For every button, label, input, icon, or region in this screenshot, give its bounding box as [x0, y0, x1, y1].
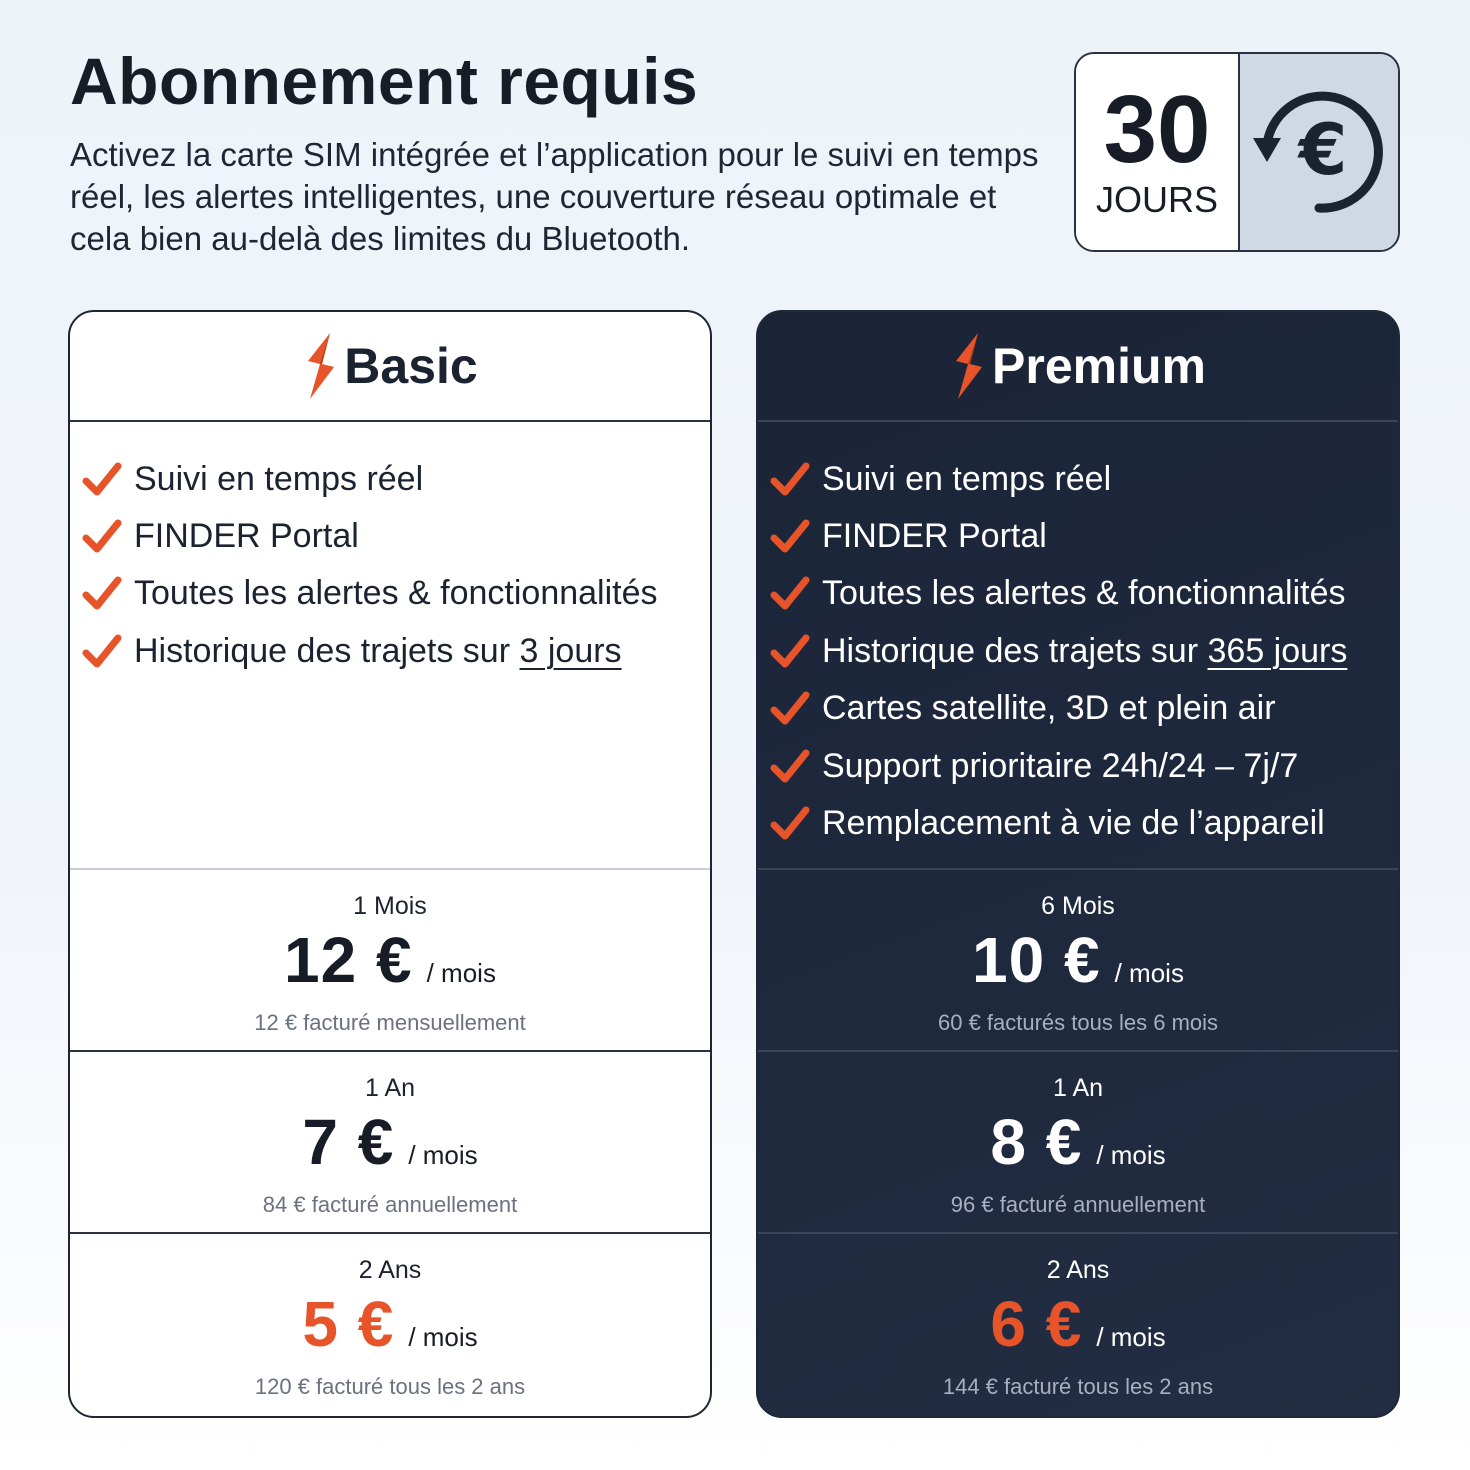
plan-header — [758, 312, 1398, 422]
price-per: / mois — [1096, 1140, 1166, 1170]
check-icon — [770, 688, 810, 728]
feature-text — [134, 631, 622, 671]
feature-text: FINDER Portal — [134, 517, 359, 556]
price-period: 1 An — [1052, 1074, 1104, 1102]
price-billing: 96 € facturé annuellement — [950, 1192, 1206, 1217]
check-icon — [82, 573, 122, 613]
price-option[interactable] — [70, 1052, 710, 1234]
history-duration: 365 jours — [1207, 631, 1348, 670]
price-amount: 6 € — [990, 1288, 1083, 1360]
price-per: / mois — [426, 958, 496, 988]
bolt-logo-icon — [950, 331, 986, 401]
page-subtitle: Activez la carte SIM intégrée et l’application pour le suivi en temps réel, les alertes intelligentes, une couverture réseau optimale et cela bien au-delà des limites du Bluetooth. — [70, 136, 1039, 257]
history-duration: 3 jours — [519, 631, 622, 670]
price-billing: 60 € facturés tous les 6 mois — [937, 1010, 1219, 1035]
badge-icon-area — [1238, 54, 1398, 250]
feature-text-prefix: Historique des trajets sur — [134, 631, 520, 670]
plan-card-basic — [68, 310, 712, 1418]
feature-text: Cartes satellite, 3D et plein air — [822, 689, 1276, 728]
feature-item — [758, 737, 1398, 794]
price-row — [302, 1106, 477, 1180]
price-option[interactable] — [70, 1234, 710, 1416]
price-row — [990, 1106, 1165, 1180]
feature-text: FINDER Portal — [822, 517, 1047, 556]
feature-text: Toutes les alertes & fonctionnalités — [134, 574, 658, 613]
plan-header — [70, 312, 710, 422]
price-period: 1 An — [364, 1074, 416, 1102]
bolt-logo-icon — [302, 331, 338, 401]
badge-unit: JOURS — [1095, 179, 1218, 220]
feature-text: Suivi en temps réel — [134, 459, 424, 498]
feature-item — [70, 450, 710, 507]
feature-item — [758, 794, 1398, 851]
price-amount: 7 € — [302, 1106, 395, 1178]
feature-text — [822, 631, 1347, 671]
feature-text: Suivi en temps réel — [822, 459, 1112, 498]
feature-item — [70, 622, 710, 679]
check-icon — [770, 803, 810, 843]
feature-item — [70, 507, 710, 564]
feature-text: Remplacement à vie de l’appareil — [822, 804, 1325, 843]
feature-text-prefix: Historique des trajets sur — [822, 631, 1208, 670]
price-billing: 144 € facturé tous les 2 ans — [942, 1374, 1214, 1399]
check-icon — [82, 516, 122, 556]
price-billing: 12 € facturé mensuellement — [254, 1010, 526, 1035]
price-amount: 12 € — [284, 924, 413, 996]
svg-text:€: € — [1298, 109, 1348, 191]
price-per: / mois — [408, 1322, 478, 1352]
badge-days — [1076, 54, 1238, 250]
price-amount: 10 € — [972, 924, 1101, 996]
feature-item — [758, 622, 1398, 679]
euro-refund-icon — [1249, 82, 1389, 222]
feature-item — [758, 565, 1398, 622]
badge-number: 30 — [1103, 76, 1211, 183]
price-per: / mois — [1114, 958, 1184, 988]
check-icon — [770, 459, 810, 499]
money-back-badge — [1074, 52, 1400, 252]
plan-name: Basic — [344, 338, 478, 394]
price-option[interactable] — [70, 870, 710, 1052]
price-option[interactable] — [758, 1052, 1398, 1234]
feature-text: Toutes les alertes & fonctionnalités — [822, 574, 1346, 613]
check-icon — [770, 573, 810, 613]
feature-item — [70, 565, 710, 622]
feature-item — [758, 450, 1398, 507]
price-per: / mois — [1096, 1322, 1166, 1352]
price-per: / mois — [408, 1140, 478, 1170]
price-billing: 84 € facturé annuellement — [262, 1192, 518, 1217]
plan-name: Premium — [992, 338, 1206, 394]
price-period: 6 Mois — [1041, 892, 1115, 920]
feature-text: Support prioritaire 24h/24 – 7j/7 — [822, 746, 1299, 785]
feature-list — [758, 422, 1398, 870]
page-title: Abonnement requis — [70, 44, 699, 118]
price-row — [284, 924, 496, 998]
check-icon — [770, 746, 810, 786]
price-row — [990, 1288, 1165, 1362]
check-icon — [82, 459, 122, 499]
feature-list — [70, 422, 710, 870]
feature-item — [758, 680, 1398, 737]
price-option[interactable] — [758, 1234, 1398, 1416]
price-row — [972, 924, 1184, 998]
price-amount: 5 € — [302, 1288, 395, 1360]
feature-item — [758, 507, 1398, 564]
check-icon — [82, 631, 122, 671]
price-row — [302, 1288, 477, 1362]
price-period: 2 Ans — [358, 1256, 422, 1284]
price-period: 1 Mois — [353, 892, 427, 920]
price-billing: 120 € facturé tous les 2 ans — [254, 1374, 526, 1399]
plan-card-premium — [756, 310, 1400, 1418]
price-amount: 8 € — [990, 1106, 1083, 1178]
check-icon — [770, 631, 810, 671]
check-icon — [770, 516, 810, 556]
price-option[interactable] — [758, 870, 1398, 1052]
price-period: 2 Ans — [1046, 1256, 1110, 1284]
